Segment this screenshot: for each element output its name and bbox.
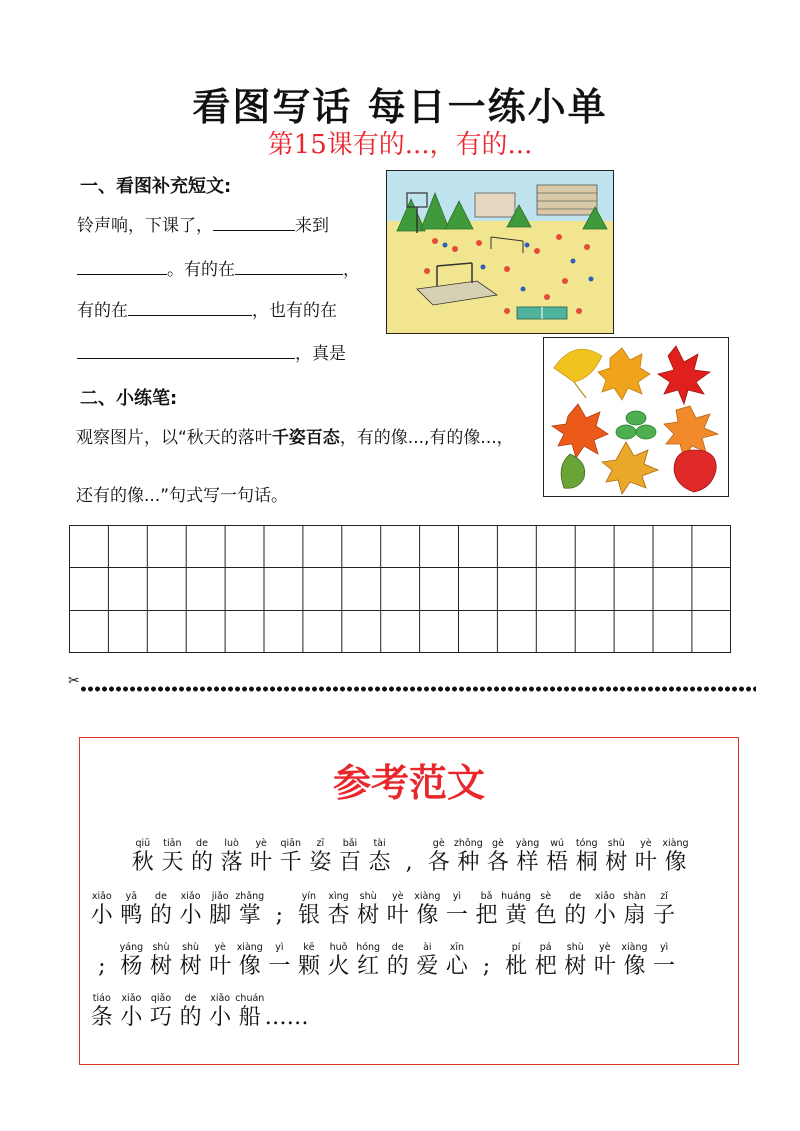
pinyin: kē — [303, 942, 315, 953]
prompt-text-a: 观察图片，以“秋天的落叶 — [76, 428, 272, 448]
pinyin-char — [276, 837, 306, 876]
hanzi: 小 — [179, 903, 202, 928]
pinyin-char — [649, 941, 679, 980]
pinyin-char — [602, 837, 632, 876]
pinyin: xiàng — [236, 942, 263, 953]
fill-blank-5[interactable] — [77, 340, 295, 359]
section2-prompt-line1 — [76, 423, 514, 448]
hanzi: 落 — [220, 850, 243, 875]
hanzi: 各 — [427, 850, 450, 875]
pinyin: yín — [301, 891, 317, 902]
pinyin: de — [391, 942, 404, 953]
pinyin: bǎ — [480, 891, 493, 902]
hanzi: 扇 — [623, 903, 646, 928]
pinyin-char — [442, 890, 472, 929]
hanzi: 像 — [416, 903, 439, 928]
writing-grid[interactable] — [69, 525, 731, 657]
pinyin: de — [184, 993, 197, 1004]
hanzi: 颗 — [297, 954, 320, 979]
pinyin-char — [394, 837, 424, 876]
pinyin: yì — [659, 942, 669, 953]
hanzi: 叶 — [209, 954, 232, 979]
pinyin: qiān — [280, 838, 302, 849]
essay-row — [128, 837, 690, 876]
hanzi: 的 — [564, 903, 587, 928]
hanzi: 天 — [161, 850, 184, 875]
hanzi: 子 — [653, 903, 676, 928]
pinyin: jiǎo — [211, 891, 229, 902]
hanzi: 像 — [238, 954, 261, 979]
pinyin: luò — [224, 838, 239, 849]
pinyin: xiǎo — [121, 993, 142, 1004]
hanzi: 小 — [120, 1005, 143, 1030]
pinyin: tài — [373, 838, 386, 849]
pinyin: bǎi — [342, 838, 358, 849]
pinyin: pá — [539, 942, 552, 953]
pinyin: shù — [607, 838, 625, 849]
hanzi: 巧 — [149, 1005, 172, 1030]
pinyin-char — [353, 890, 383, 929]
hanzi: 百 — [338, 850, 361, 875]
pinyin: tiáo — [92, 993, 111, 1004]
pinyin-char — [501, 941, 531, 980]
hanzi: 样 — [516, 850, 539, 875]
pinyin-char — [176, 941, 206, 980]
hanzi: 小 — [90, 903, 113, 928]
section2-prompt-line2: 还有的像...”句式写一句话。 — [76, 486, 289, 506]
pinyin-char — [265, 941, 295, 980]
pinyin-char — [590, 941, 620, 980]
essay-row — [87, 941, 679, 980]
pinyin: xiǎo — [91, 891, 112, 902]
hanzi: 一 — [268, 954, 291, 979]
pinyin-char — [158, 837, 188, 876]
pinyin-char — [324, 941, 354, 980]
pinyin-char — [265, 992, 309, 1031]
pinyin-char — [590, 890, 620, 929]
pinyin-char — [187, 837, 217, 876]
pinyin: hóng — [356, 942, 381, 953]
hanzi: 的 — [179, 1005, 202, 1030]
pinyin-char — [335, 837, 365, 876]
pinyin: zǐ — [660, 891, 668, 902]
pinyin: shù — [152, 942, 170, 953]
pinyin: xiǎo — [210, 993, 231, 1004]
line2-text-a: 。有的在 — [167, 260, 235, 280]
hanzi: 枇 — [505, 954, 528, 979]
pinyin: xiǎo — [594, 891, 615, 902]
ginkgo-leaf-icon — [554, 349, 602, 398]
cut-line-divider — [80, 686, 756, 692]
hanzi: 像 — [664, 850, 687, 875]
hanzi: 红 — [357, 954, 380, 979]
line2-text-b: ， — [343, 260, 360, 280]
hanzi: 树 — [149, 954, 172, 979]
pinyin-char — [454, 837, 484, 876]
pinyin-char — [561, 941, 591, 980]
hanzi: 像 — [623, 954, 646, 979]
hanzi: 小 — [593, 903, 616, 928]
hanzi: 一 — [445, 903, 468, 928]
pinyin: gè — [491, 838, 504, 849]
pinyin: xiàng — [662, 838, 689, 849]
pinyin-char — [235, 992, 265, 1031]
hanzi: 船 — [238, 1005, 261, 1030]
pinyin-char — [217, 837, 247, 876]
hanzi: 银 — [297, 903, 320, 928]
hanzi: 脚 — [209, 903, 232, 928]
pinyin-char — [128, 837, 158, 876]
pinyin: chuán — [235, 993, 265, 1004]
hanzi: 条 — [90, 1005, 113, 1030]
scissors-icon: ✂ — [68, 673, 80, 689]
pinyin-char — [424, 837, 454, 876]
pinyin-char — [513, 837, 543, 876]
pinyin: qiū — [135, 838, 151, 849]
pinyin: yàng — [515, 838, 540, 849]
pinyin: wú — [550, 838, 564, 849]
pinyin-char — [146, 992, 176, 1031]
section1-line4 — [77, 339, 346, 364]
pinyin: yā — [125, 891, 138, 902]
pinyin: zhǒng — [453, 838, 483, 849]
pinyin-char — [353, 941, 383, 980]
hanzi: 叶 — [593, 954, 616, 979]
pinyin: shàn — [623, 891, 646, 902]
hanzi: 杏 — [327, 903, 350, 928]
essay-row — [87, 992, 309, 1031]
reference-title: 参考范文 — [332, 760, 485, 805]
pinyin: shù — [182, 942, 200, 953]
hanzi: 树 — [564, 954, 587, 979]
pinyin: gè — [432, 838, 445, 849]
pinyin: tóng — [575, 838, 598, 849]
fill-blank-3[interactable] — [235, 256, 343, 275]
pinyin-char — [620, 890, 650, 929]
hanzi: 火 — [327, 954, 350, 979]
pinyin: huáng — [501, 891, 532, 902]
pinyin: yì — [275, 942, 284, 953]
autumn-leaves-picture — [543, 337, 729, 497]
pinyin-char — [383, 890, 413, 929]
section1-heading: 一、看图补充短文: — [80, 176, 232, 197]
line3-text-b: ，也有的在 — [252, 301, 337, 321]
hanzi: 叶 — [250, 850, 273, 875]
hanzi: 掌 — [238, 903, 261, 928]
pinyin: sè — [540, 891, 552, 902]
hanzi: ; — [98, 954, 106, 979]
hanzi: 梧 — [546, 850, 569, 875]
pinyin-char — [472, 890, 502, 929]
hanzi: 叶 — [386, 903, 409, 928]
pinyin-char — [146, 941, 176, 980]
prompt-text-c: ，有的像...,有的像...， — [339, 428, 514, 448]
pinyin-char — [631, 837, 661, 876]
hanzi: 杷 — [534, 954, 557, 979]
pinyin: zī — [316, 838, 325, 849]
pinyin-char — [176, 992, 206, 1031]
pinyin: yáng — [119, 942, 144, 953]
hanzi: 鸭 — [120, 903, 143, 928]
hanzi: 爱 — [416, 954, 439, 979]
section1-line2 — [77, 255, 360, 280]
pinyin: xìng — [328, 891, 349, 902]
pinyin: qiǎo — [150, 993, 172, 1004]
hanzi: 叶 — [634, 850, 657, 875]
pinyin-char — [87, 992, 117, 1031]
pinyin: huǒ — [329, 942, 348, 953]
section2-heading: 二、小练笔: — [80, 388, 178, 409]
hanzi: …… — [264, 1005, 309, 1030]
hanzi: 秋 — [131, 850, 154, 875]
pinyin: pí — [511, 942, 521, 953]
hanzi: 色 — [534, 903, 557, 928]
hanzi: 千 — [279, 850, 302, 875]
pinyin-char — [620, 941, 650, 980]
pinyin: zhǎng — [235, 891, 265, 902]
pinyin-char — [413, 941, 443, 980]
fill-blank-1[interactable] — [213, 212, 295, 231]
hanzi: 心 — [445, 954, 468, 979]
pinyin-char — [572, 837, 602, 876]
pinyin: de — [155, 891, 167, 902]
pinyin-char — [205, 890, 235, 929]
pinyin-char — [561, 890, 591, 929]
pinyin-char — [235, 941, 265, 980]
pinyin: xīn — [449, 942, 465, 953]
pinyin-char — [483, 837, 513, 876]
pinyin: tiān — [163, 838, 182, 849]
pinyin-char — [265, 890, 295, 929]
pinyin: xiàng — [414, 891, 441, 902]
pinyin-char — [472, 941, 502, 980]
prompt-text-bold: 千姿百态 — [271, 428, 340, 448]
pinyin-char — [501, 890, 531, 929]
line1-text-b: 来到 — [295, 216, 329, 236]
pinyin-char — [205, 941, 235, 980]
section1-line1 — [77, 211, 329, 236]
hanzi: 姿 — [309, 850, 332, 875]
pinyin-char — [117, 941, 147, 980]
pinyin-char — [87, 941, 117, 980]
hanzi: 树 — [605, 850, 628, 875]
pinyin: yè — [599, 942, 611, 953]
line4-text-b: ，真是 — [295, 344, 346, 364]
pinyin: xiǎo — [180, 891, 201, 902]
pinyin-char — [383, 941, 413, 980]
line1-text-a: 铃声响，下课了， — [77, 216, 213, 236]
pinyin-char — [442, 941, 472, 980]
pinyin: yè — [255, 838, 267, 849]
pinyin: xiàng — [621, 942, 648, 953]
pinyin-char — [117, 890, 147, 929]
hanzi: 种 — [457, 850, 480, 875]
pinyin-char — [306, 837, 336, 876]
hanzi: 各 — [486, 850, 509, 875]
pinyin-char — [661, 837, 691, 876]
pinyin: yè — [392, 891, 404, 902]
pinyin-char — [413, 890, 443, 929]
pinyin: yè — [640, 838, 652, 849]
hanzi: 小 — [209, 1005, 232, 1030]
hanzi: 树 — [357, 903, 380, 928]
playground-picture — [386, 170, 614, 334]
hanzi: 黄 — [505, 903, 528, 928]
pinyin: shù — [566, 942, 584, 953]
hanzi: 一 — [653, 954, 676, 979]
pinyin-char — [649, 890, 679, 929]
lesson-subtitle: 第15课有的...，有的... — [267, 130, 533, 160]
pinyin-char — [87, 890, 117, 929]
pinyin: yì — [452, 891, 462, 902]
pinyin-char — [246, 837, 276, 876]
pinyin-char — [146, 890, 176, 929]
pinyin: de — [196, 838, 208, 849]
page-title: 看图写话 每日一练小单 — [192, 85, 608, 129]
pinyin-char — [117, 992, 147, 1031]
pinyin-char — [365, 837, 395, 876]
hanzi: 的 — [149, 903, 172, 928]
pinyin-char — [542, 837, 572, 876]
hanzi: 的 — [386, 954, 409, 979]
section1-line3 — [77, 296, 337, 321]
pinyin: yè — [214, 942, 226, 953]
fill-blank-4[interactable] — [128, 297, 252, 316]
hanzi: 把 — [475, 903, 498, 928]
hanzi: 的 — [190, 850, 213, 875]
line3-text-a: 有的在 — [77, 301, 128, 321]
hanzi: , — [405, 850, 413, 875]
pinyin-char — [176, 890, 206, 929]
pinyin-char — [294, 941, 324, 980]
essay-row — [87, 890, 679, 929]
pinyin-char — [205, 992, 235, 1031]
pinyin-char — [324, 890, 354, 929]
pinyin: de — [569, 891, 582, 902]
hanzi: 杨 — [120, 954, 143, 979]
hanzi: ; — [275, 903, 284, 928]
reference-essay-box — [79, 737, 739, 1065]
pinyin-char — [294, 890, 324, 929]
hanzi: 态 — [368, 850, 391, 875]
pinyin-char — [531, 941, 561, 980]
hanzi: 桐 — [575, 850, 598, 875]
pinyin-char — [531, 890, 561, 929]
hanzi: ; — [482, 954, 491, 979]
hanzi: 树 — [179, 954, 202, 979]
pinyin-char — [235, 890, 265, 929]
pinyin: ài — [423, 942, 432, 953]
pinyin: shù — [359, 891, 377, 902]
fill-blank-2[interactable] — [77, 256, 167, 275]
